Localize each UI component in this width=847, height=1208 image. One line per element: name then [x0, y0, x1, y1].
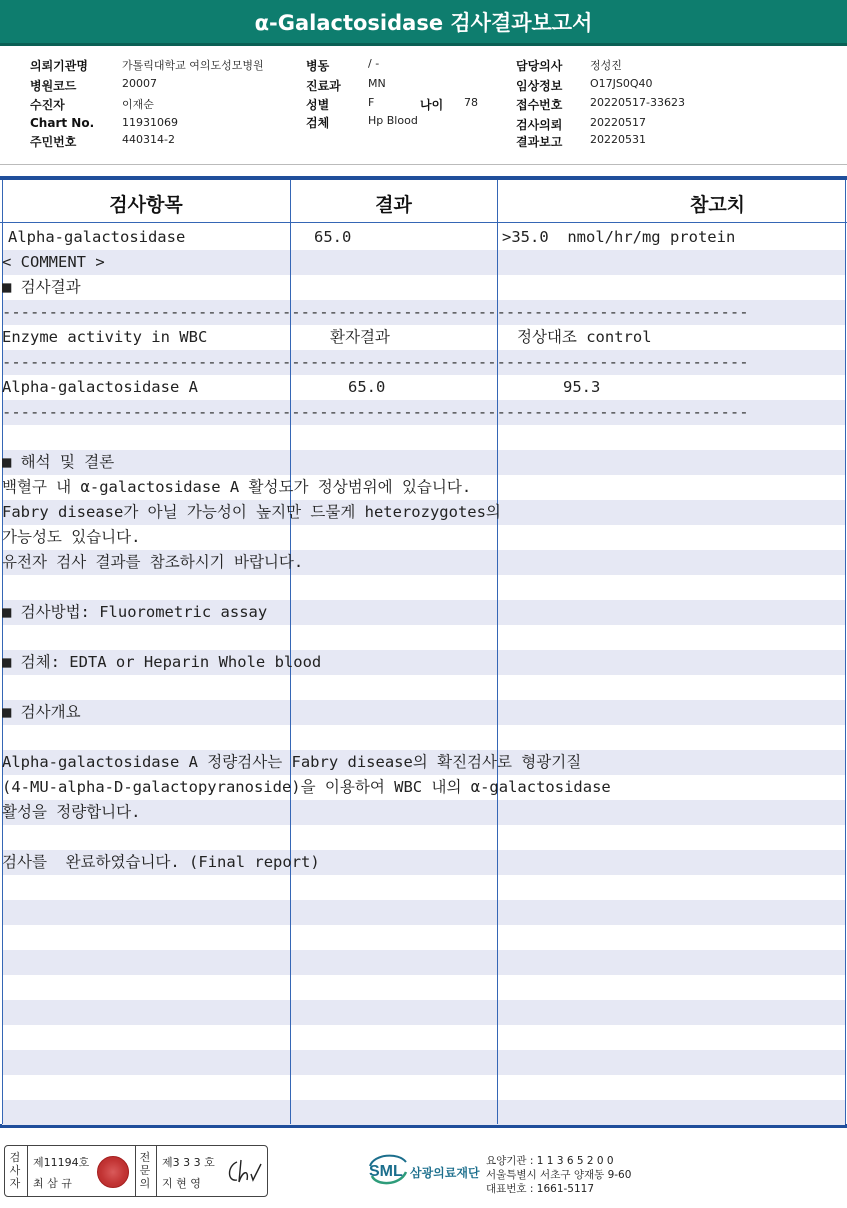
final-report-line — [0, 850, 847, 875]
label-requesting-institution: 의뢰기관명 — [30, 59, 88, 73]
label-resident-number: 주민번호 — [30, 135, 77, 149]
value-sex: F — [368, 96, 375, 109]
section-heading-overview — [0, 700, 847, 725]
section-heading-interpretation — [0, 450, 847, 475]
value-hospital-code: 20007 — [122, 77, 157, 90]
sub-row-item: Alpha-galactosidase A — [2, 378, 198, 396]
value-patient-name: 이재순 — [122, 98, 154, 111]
value-accession-number: 20220517-33623 — [590, 96, 685, 109]
sub-header-patient: 환자결과 — [330, 328, 390, 346]
label-chart-no: Chart No. — [30, 116, 95, 130]
section-heading-text: ■ 검사개요 — [2, 703, 81, 721]
test-item-name: Alpha-galactosidase — [8, 228, 186, 246]
specialist-label-char: 전 — [139, 1151, 151, 1164]
overview-text: Alpha-galactosidase A 정량검사는 Fabry disease의 확진검사로 형광기질 — [2, 753, 582, 771]
test-result-value: 65.0 — [314, 228, 352, 246]
value-age: 78 — [464, 96, 478, 109]
table-row — [0, 225, 847, 250]
comment-open-text: < COMMENT > — [2, 253, 105, 271]
specialist-license-no: 제3 3 3 호 — [162, 1156, 215, 1169]
label-report-date: 결과보고 — [516, 135, 563, 149]
section-heading-text: ■ 해석 및 결론 — [2, 453, 115, 471]
overview-line — [0, 800, 847, 825]
signature-box — [4, 1145, 268, 1197]
institution-code: 요양기관 : 1 1 3 6 5 2 0 0 — [486, 1155, 614, 1167]
label-patient-name: 수진자 — [30, 98, 65, 112]
sig-divider — [135, 1146, 136, 1196]
specialist-label-char: 의 — [139, 1177, 151, 1190]
examiner-label-char: 검 — [9, 1151, 21, 1164]
specimen-text: ■ 검체: EDTA or Heparin Whole blood — [2, 653, 322, 671]
comment-open — [0, 250, 847, 275]
dash-separator — [0, 350, 847, 375]
dash-line: -------------------------------------------------------------------------------- — [2, 403, 749, 421]
interpretation-text: 백혈구 내 α-galactosidase A 활성도가 정상범위에 있습니다. — [2, 478, 472, 496]
dash-separator — [0, 300, 847, 325]
column-header-result: 결과 — [375, 194, 412, 216]
label-request-date: 검사의뢰 — [516, 118, 563, 132]
value-clinical-info: O17JS0Q40 — [590, 77, 653, 90]
sig-divider — [156, 1146, 157, 1196]
enzyme-sub-header — [0, 325, 847, 350]
overview-line — [0, 750, 847, 775]
column-header-item: 검사항목 — [109, 194, 183, 216]
header-divider — [0, 164, 847, 165]
stripe — [2, 1050, 845, 1075]
stripe — [2, 950, 845, 975]
value-requesting-institution: 가톨릭대학교 여의도성모병원 — [122, 59, 264, 72]
results-table — [0, 176, 847, 1128]
examiner-seal-icon — [97, 1156, 129, 1188]
institution-address: 서울특별시 서초구 양재동 9-60 — [486, 1169, 632, 1181]
value-department: MN — [368, 77, 386, 90]
stripe — [2, 1100, 845, 1125]
label-hospital-code: 병원코드 — [30, 79, 77, 93]
label-ward: 병동 — [306, 59, 330, 73]
examiner-label-char: 사 — [9, 1164, 21, 1177]
value-chart-no: 11931069 — [122, 116, 178, 129]
interpretation-line — [0, 550, 847, 575]
sub-row-control-value: 95.3 — [563, 378, 601, 396]
value-ward: / - — [368, 57, 380, 70]
dash-separator — [0, 400, 847, 425]
overview-text: 활성을 정량합니다. — [2, 803, 141, 821]
examiner-label — [8, 1151, 22, 1190]
final-report-text: 검사를 완료하였습니다. (Final report) — [2, 853, 320, 871]
sml-logo-icon — [366, 1148, 410, 1188]
examiner-license-no: 제11194호 — [33, 1156, 90, 1169]
interpretation-line — [0, 475, 847, 500]
label-sex: 성별 — [306, 98, 330, 112]
report-title — [0, 0, 847, 46]
method-line — [0, 600, 847, 625]
stripe — [2, 1000, 845, 1025]
sub-header-item: Enzyme activity in WBC — [2, 328, 208, 346]
sub-header-control: 정상대조 control — [517, 328, 652, 346]
label-clinical-info: 임상정보 — [516, 79, 563, 93]
value-physician: 정성진 — [590, 59, 622, 72]
section-heading-result — [0, 275, 847, 300]
specialist-label-char: 문 — [139, 1164, 151, 1177]
value-request-date: 20220517 — [590, 116, 646, 129]
overview-line — [0, 775, 847, 800]
examiner-name: 최 삼 규 — [33, 1177, 72, 1190]
institution-phone: 대표번호 : 1661-5117 — [486, 1183, 595, 1195]
specialist-label — [138, 1151, 152, 1190]
report-title-text: α-Galactosidase 검사결과보고서 — [254, 10, 593, 35]
value-resident-number: 440314-2 — [122, 133, 175, 146]
method-text: ■ 검사방법: Fluorometric assay — [2, 603, 268, 621]
label-department: 진료과 — [306, 79, 341, 93]
sml-logo-text: SML — [369, 1163, 403, 1180]
organization-name: 삼광의료재단 — [410, 1166, 480, 1180]
label-accession-number: 접수번호 — [516, 98, 563, 112]
header-row-divider — [0, 222, 847, 223]
examiner-label-char: 자 — [9, 1177, 21, 1190]
report-footer — [0, 1140, 847, 1208]
label-age: 나이 — [420, 98, 444, 112]
label-physician: 담당의사 — [516, 59, 563, 73]
specimen-line — [0, 650, 847, 675]
section-heading-text: ■ 검사결과 — [2, 278, 81, 296]
sig-divider — [27, 1146, 28, 1196]
dash-line: -------------------------------------------------------------------------------- — [2, 303, 749, 321]
signature-icon — [223, 1156, 263, 1188]
value-specimen: Hp Blood — [368, 114, 418, 127]
interpretation-text: 가능성도 있습니다. — [2, 528, 141, 546]
label-specimen: 검체 — [306, 116, 330, 130]
interpretation-line — [0, 525, 847, 550]
dash-line: -------------------------------------------------------------------------------- — [2, 353, 749, 371]
sub-row-patient-value: 65.0 — [348, 378, 386, 396]
interpretation-text: Fabry disease가 아닐 가능성이 높지만 드물게 heterozygotes의 — [2, 503, 501, 521]
enzyme-sub-row — [0, 375, 847, 400]
interpretation-text: 유전자 검사 결과를 참조하시기 바랍니다. — [2, 553, 304, 571]
specialist-name: 지 현 영 — [162, 1177, 201, 1190]
overview-text: (4-MU-alpha-D-galactopyranoside)을 이용하여 WBC 내의 α-galactosidase — [2, 778, 611, 796]
patient-info-header — [0, 50, 847, 162]
value-report-date: 20220531 — [590, 133, 646, 146]
reference-range: >35.0 nmol/hr/mg protein — [502, 228, 736, 246]
column-header-reference: 참고치 — [689, 194, 746, 216]
stripe — [2, 900, 845, 925]
interpretation-line — [0, 500, 847, 525]
